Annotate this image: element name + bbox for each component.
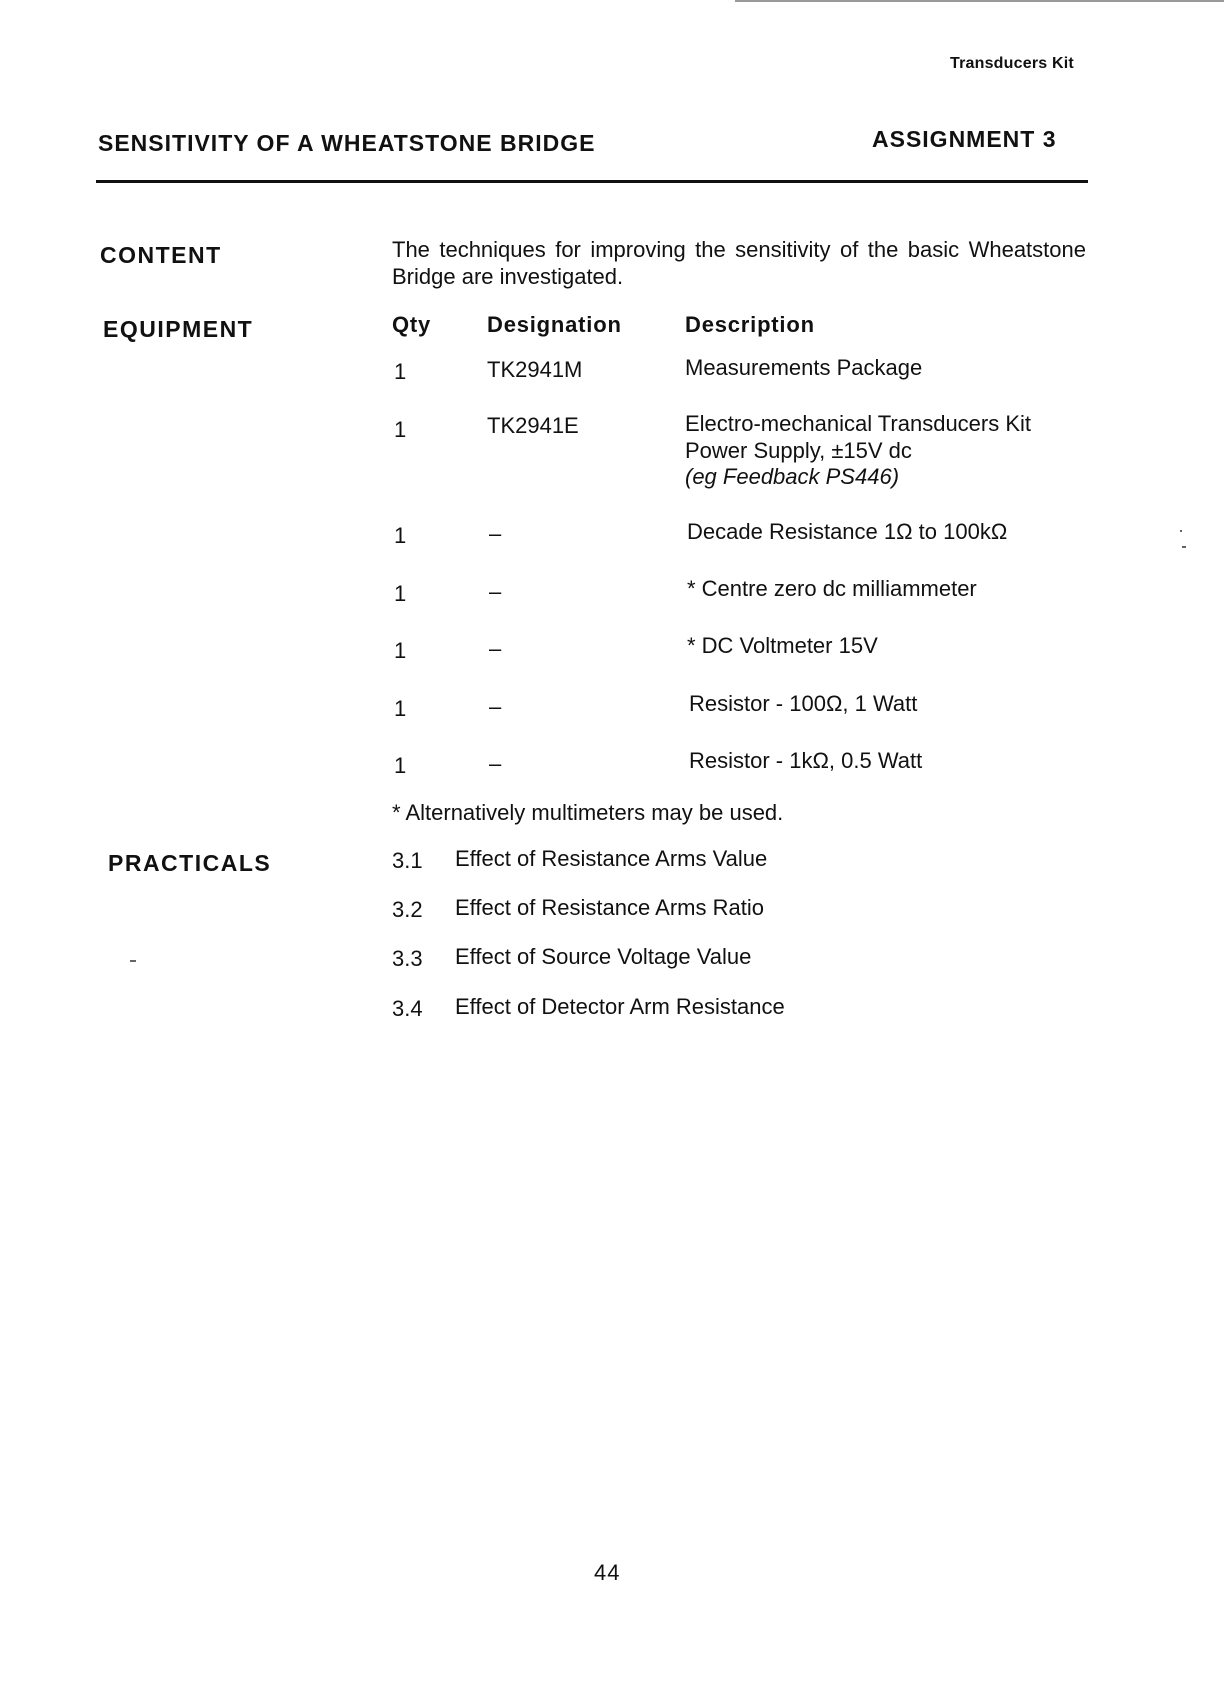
equipment-row-description: Resistor - 1kΩ, 0.5 Watt — [689, 748, 923, 773]
scan-speck — [1182, 546, 1186, 548]
equipment-row-description: Resistor - 100Ω, 1 Watt — [689, 691, 918, 716]
equipment-note: * Alternatively multimeters may be used. — [392, 800, 784, 825]
equipment-row-description: Measurements Package — [685, 355, 923, 380]
kit-name: Transducers Kit — [950, 55, 1074, 72]
content-label: CONTENT — [100, 242, 222, 268]
practical-title: Effect of Detector Arm Resistance — [455, 994, 785, 1019]
practicals-label: PRACTICALS — [108, 850, 272, 876]
practical-title: Effect of Resistance Arms Ratio — [455, 895, 764, 920]
equipment-row-description: Electro-mechanical Transducers Kit — [685, 411, 1032, 436]
equipment-row-qty: 1 — [394, 417, 407, 442]
equipment-row-designation: – — [489, 694, 502, 719]
practical-number: 3.3 — [392, 946, 423, 971]
practical-title: Effect of Source Voltage Value — [455, 944, 752, 969]
equipment-row-qty: 1 — [394, 753, 407, 778]
equipment-row-description-line3: (eg Feedback PS446) — [685, 464, 900, 489]
qty-header: Qty — [392, 312, 432, 337]
designation-header: Designation — [487, 312, 622, 337]
content-text: The techniques for improving the sensitivity of the basic Wheatstone Bridge are investigated. — [392, 237, 1086, 289]
header-rule — [96, 180, 1088, 183]
equipment-row-designation: – — [489, 636, 502, 661]
equipment-label: EQUIPMENT — [103, 316, 254, 342]
equipment-row-qty: 1 — [394, 581, 407, 606]
scan-speck — [130, 960, 136, 962]
practical-title: Effect of Resistance Arms Value — [455, 846, 768, 871]
top-edge-line — [735, 0, 1224, 2]
equipment-row-designation: TK2941M — [487, 357, 583, 382]
equipment-row-description: Decade Resistance 1Ω to 100kΩ — [687, 519, 1008, 544]
page-title: SENSITIVITY OF A WHEATSTONE BRIDGE — [98, 130, 596, 156]
equipment-row-description: * Centre zero dc milliammeter — [687, 576, 977, 601]
equipment-row-qty: 1 — [394, 638, 407, 663]
practical-number: 3.1 — [392, 848, 423, 873]
equipment-row-designation: – — [489, 521, 502, 546]
page-number: 44 — [594, 1560, 621, 1585]
equipment-row-description: * DC Voltmeter 15V — [687, 633, 878, 658]
equipment-row-designation: TK2941E — [487, 413, 579, 438]
equipment-row-qty: 1 — [394, 359, 407, 384]
practical-number: 3.4 — [392, 996, 423, 1021]
practical-number: 3.2 — [392, 897, 423, 922]
equipment-row-qty: 1 — [394, 523, 407, 548]
assignment-number: ASSIGNMENT 3 — [872, 126, 1057, 152]
equipment-row-description-line2: Power Supply, ±15V dc — [685, 438, 912, 463]
description-header: Description — [685, 312, 815, 337]
equipment-row-designation: – — [489, 579, 502, 604]
scan-speck — [1180, 530, 1182, 532]
equipment-row-qty: 1 — [394, 696, 407, 721]
equipment-row-designation: – — [489, 751, 502, 776]
